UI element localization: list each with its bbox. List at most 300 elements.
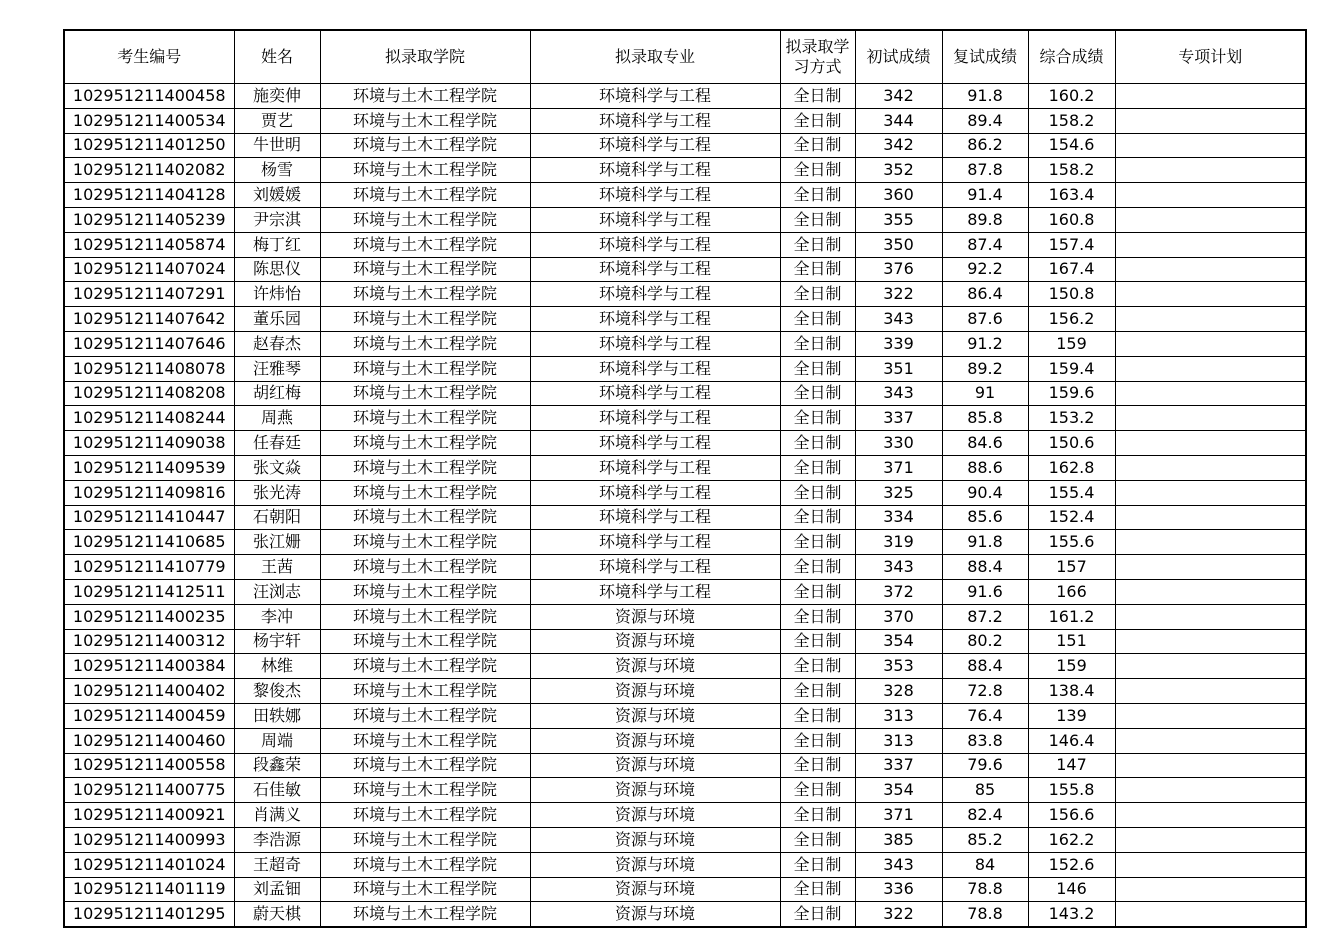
cell-major: 资源与环境 bbox=[530, 778, 780, 803]
cell-name: 贾艺 bbox=[234, 108, 320, 133]
header-cell-total-score: 综合成绩 bbox=[1028, 30, 1115, 84]
table-row bbox=[64, 431, 1306, 456]
cell-name: 董乐园 bbox=[234, 307, 320, 332]
header-cell-name: 姓名 bbox=[234, 30, 320, 84]
cell-college: 环境与土木工程学院 bbox=[320, 827, 530, 852]
cell-exam-id: 102951211401295 bbox=[64, 902, 234, 927]
cell-exam-id: 102951211408208 bbox=[64, 381, 234, 406]
cell-exam-id: 102951211401119 bbox=[64, 877, 234, 902]
cell-name: 林维 bbox=[234, 654, 320, 679]
table-row bbox=[64, 158, 1306, 183]
table-row bbox=[64, 803, 1306, 828]
table-row bbox=[64, 505, 1306, 530]
cell-retest-score: 86.2 bbox=[942, 133, 1028, 158]
cell-study-mode: 全日制 bbox=[780, 728, 855, 753]
cell-retest-score: 89.2 bbox=[942, 356, 1028, 381]
cell-major: 环境科学与工程 bbox=[530, 406, 780, 431]
cell-name: 刘孟钿 bbox=[234, 877, 320, 902]
cell-total-score: 155.8 bbox=[1028, 778, 1115, 803]
table-row bbox=[64, 406, 1306, 431]
cell-exam-id: 102951211400458 bbox=[64, 84, 234, 109]
cell-exam-id: 102951211409038 bbox=[64, 431, 234, 456]
table-row bbox=[64, 480, 1306, 505]
cell-initial-score: 322 bbox=[855, 282, 942, 307]
cell-retest-score: 89.8 bbox=[942, 207, 1028, 232]
cell-exam-id: 102951211407024 bbox=[64, 257, 234, 282]
cell-initial-score: 313 bbox=[855, 728, 942, 753]
cell-initial-score: 351 bbox=[855, 356, 942, 381]
cell-initial-score: 370 bbox=[855, 604, 942, 629]
cell-initial-score: 343 bbox=[855, 307, 942, 332]
table-row bbox=[64, 604, 1306, 629]
cell-total-score: 150.6 bbox=[1028, 431, 1115, 456]
table-row bbox=[64, 356, 1306, 381]
header-cell-major: 拟录取专业 bbox=[530, 30, 780, 84]
cell-exam-id: 102951211412511 bbox=[64, 579, 234, 604]
cell-exam-id: 102951211410447 bbox=[64, 505, 234, 530]
cell-initial-score: 371 bbox=[855, 455, 942, 480]
cell-major: 环境科学与工程 bbox=[530, 232, 780, 257]
cell-study-mode: 全日制 bbox=[780, 827, 855, 852]
cell-total-score: 139 bbox=[1028, 703, 1115, 728]
cell-study-mode: 全日制 bbox=[780, 480, 855, 505]
cell-total-score: 162.2 bbox=[1028, 827, 1115, 852]
table-row bbox=[64, 381, 1306, 406]
cell-study-mode: 全日制 bbox=[780, 778, 855, 803]
cell-initial-score: 376 bbox=[855, 257, 942, 282]
cell-special-plan bbox=[1115, 530, 1306, 555]
cell-exam-id: 102951211404128 bbox=[64, 183, 234, 208]
cell-name: 周端 bbox=[234, 728, 320, 753]
cell-name: 石佳敏 bbox=[234, 778, 320, 803]
cell-special-plan bbox=[1115, 679, 1306, 704]
cell-study-mode: 全日制 bbox=[780, 307, 855, 332]
cell-special-plan bbox=[1115, 257, 1306, 282]
cell-retest-score: 85.8 bbox=[942, 406, 1028, 431]
cell-initial-score: 336 bbox=[855, 877, 942, 902]
table-row bbox=[64, 728, 1306, 753]
table-row bbox=[64, 579, 1306, 604]
cell-exam-id: 102951211400384 bbox=[64, 654, 234, 679]
cell-name: 张文焱 bbox=[234, 455, 320, 480]
cell-name: 梅丁红 bbox=[234, 232, 320, 257]
header-cell-special-plan: 专项计划 bbox=[1115, 30, 1306, 84]
cell-exam-id: 102951211400993 bbox=[64, 827, 234, 852]
cell-initial-score: 360 bbox=[855, 183, 942, 208]
table-row bbox=[64, 108, 1306, 133]
cell-college: 环境与土木工程学院 bbox=[320, 257, 530, 282]
table-row bbox=[64, 852, 1306, 877]
cell-name: 杨宇轩 bbox=[234, 629, 320, 654]
cell-exam-id: 102951211410685 bbox=[64, 530, 234, 555]
cell-name: 李冲 bbox=[234, 604, 320, 629]
cell-college: 环境与土木工程学院 bbox=[320, 108, 530, 133]
cell-college: 环境与土木工程学院 bbox=[320, 183, 530, 208]
cell-initial-score: 330 bbox=[855, 431, 942, 456]
cell-college: 环境与土木工程学院 bbox=[320, 406, 530, 431]
cell-retest-score: 86.4 bbox=[942, 282, 1028, 307]
cell-study-mode: 全日制 bbox=[780, 877, 855, 902]
cell-retest-score: 72.8 bbox=[942, 679, 1028, 704]
cell-initial-score: 313 bbox=[855, 703, 942, 728]
cell-total-score: 156.2 bbox=[1028, 307, 1115, 332]
cell-college: 环境与土木工程学院 bbox=[320, 728, 530, 753]
header-cell-study-mode: 拟录取学习方式 bbox=[780, 30, 855, 84]
cell-special-plan bbox=[1115, 232, 1306, 257]
cell-special-plan bbox=[1115, 654, 1306, 679]
cell-study-mode: 全日制 bbox=[780, 207, 855, 232]
cell-initial-score: 350 bbox=[855, 232, 942, 257]
cell-major: 环境科学与工程 bbox=[530, 257, 780, 282]
cell-special-plan bbox=[1115, 356, 1306, 381]
cell-retest-score: 90.4 bbox=[942, 480, 1028, 505]
cell-college: 环境与土木工程学院 bbox=[320, 679, 530, 704]
table-row bbox=[64, 183, 1306, 208]
cell-exam-id: 102951211407642 bbox=[64, 307, 234, 332]
cell-college: 环境与土木工程学院 bbox=[320, 703, 530, 728]
cell-study-mode: 全日制 bbox=[780, 555, 855, 580]
cell-retest-score: 82.4 bbox=[942, 803, 1028, 828]
cell-total-score: 158.2 bbox=[1028, 108, 1115, 133]
cell-special-plan bbox=[1115, 778, 1306, 803]
cell-retest-score: 91.8 bbox=[942, 530, 1028, 555]
cell-special-plan bbox=[1115, 753, 1306, 778]
cell-study-mode: 全日制 bbox=[780, 108, 855, 133]
cell-retest-score: 87.6 bbox=[942, 307, 1028, 332]
cell-study-mode: 全日制 bbox=[780, 579, 855, 604]
cell-retest-score: 87.8 bbox=[942, 158, 1028, 183]
cell-major: 环境科学与工程 bbox=[530, 84, 780, 109]
cell-name: 蔚天棋 bbox=[234, 902, 320, 927]
cell-study-mode: 全日制 bbox=[780, 431, 855, 456]
cell-total-score: 159.6 bbox=[1028, 381, 1115, 406]
cell-total-score: 160.8 bbox=[1028, 207, 1115, 232]
cell-total-score: 153.2 bbox=[1028, 406, 1115, 431]
cell-exam-id: 102951211400534 bbox=[64, 108, 234, 133]
cell-major: 环境科学与工程 bbox=[530, 307, 780, 332]
cell-name: 汪雅琴 bbox=[234, 356, 320, 381]
cell-total-score: 146 bbox=[1028, 877, 1115, 902]
cell-total-score: 151 bbox=[1028, 629, 1115, 654]
cell-exam-id: 102951211410779 bbox=[64, 555, 234, 580]
cell-college: 环境与土木工程学院 bbox=[320, 778, 530, 803]
cell-study-mode: 全日制 bbox=[780, 282, 855, 307]
cell-retest-score: 91.6 bbox=[942, 579, 1028, 604]
cell-total-score: 159.4 bbox=[1028, 356, 1115, 381]
cell-special-plan bbox=[1115, 480, 1306, 505]
cell-college: 环境与土木工程学院 bbox=[320, 803, 530, 828]
cell-initial-score: 334 bbox=[855, 505, 942, 530]
cell-study-mode: 全日制 bbox=[780, 331, 855, 356]
cell-special-plan bbox=[1115, 381, 1306, 406]
cell-exam-id: 102951211401250 bbox=[64, 133, 234, 158]
cell-special-plan bbox=[1115, 282, 1306, 307]
cell-major: 资源与环境 bbox=[530, 902, 780, 927]
cell-retest-score: 89.4 bbox=[942, 108, 1028, 133]
table-row bbox=[64, 84, 1306, 109]
cell-initial-score: 344 bbox=[855, 108, 942, 133]
cell-college: 环境与土木工程学院 bbox=[320, 158, 530, 183]
cell-exam-id: 102951211409816 bbox=[64, 480, 234, 505]
cell-major: 资源与环境 bbox=[530, 679, 780, 704]
cell-initial-score: 343 bbox=[855, 381, 942, 406]
cell-special-plan bbox=[1115, 158, 1306, 183]
cell-study-mode: 全日制 bbox=[780, 406, 855, 431]
cell-college: 环境与土木工程学院 bbox=[320, 555, 530, 580]
table-row bbox=[64, 207, 1306, 232]
cell-college: 环境与土木工程学院 bbox=[320, 579, 530, 604]
cell-special-plan bbox=[1115, 728, 1306, 753]
table-row bbox=[64, 530, 1306, 555]
table-row bbox=[64, 753, 1306, 778]
cell-total-score: 147 bbox=[1028, 753, 1115, 778]
cell-study-mode: 全日制 bbox=[780, 356, 855, 381]
cell-initial-score: 339 bbox=[855, 331, 942, 356]
cell-exam-id: 102951211402082 bbox=[64, 158, 234, 183]
cell-initial-score: 371 bbox=[855, 803, 942, 828]
cell-retest-score: 92.2 bbox=[942, 257, 1028, 282]
cell-initial-score: 385 bbox=[855, 827, 942, 852]
cell-study-mode: 全日制 bbox=[780, 84, 855, 109]
cell-name: 王超奇 bbox=[234, 852, 320, 877]
cell-major: 环境科学与工程 bbox=[530, 133, 780, 158]
cell-name: 尹宗淇 bbox=[234, 207, 320, 232]
cell-college: 环境与土木工程学院 bbox=[320, 654, 530, 679]
cell-total-score: 146.4 bbox=[1028, 728, 1115, 753]
cell-initial-score: 325 bbox=[855, 480, 942, 505]
cell-study-mode: 全日制 bbox=[780, 629, 855, 654]
cell-retest-score: 83.8 bbox=[942, 728, 1028, 753]
cell-special-plan bbox=[1115, 629, 1306, 654]
cell-initial-score: 352 bbox=[855, 158, 942, 183]
cell-study-mode: 全日制 bbox=[780, 257, 855, 282]
cell-total-score: 167.4 bbox=[1028, 257, 1115, 282]
cell-study-mode: 全日制 bbox=[780, 679, 855, 704]
cell-study-mode: 全日制 bbox=[780, 753, 855, 778]
cell-name: 田轶娜 bbox=[234, 703, 320, 728]
cell-name: 胡红梅 bbox=[234, 381, 320, 406]
table-row bbox=[64, 629, 1306, 654]
cell-college: 环境与土木工程学院 bbox=[320, 629, 530, 654]
cell-major: 资源与环境 bbox=[530, 728, 780, 753]
cell-major: 资源与环境 bbox=[530, 753, 780, 778]
cell-major: 环境科学与工程 bbox=[530, 431, 780, 456]
cell-initial-score: 355 bbox=[855, 207, 942, 232]
cell-special-plan bbox=[1115, 406, 1306, 431]
cell-major: 环境科学与工程 bbox=[530, 183, 780, 208]
header-cell-retest-score: 复试成绩 bbox=[942, 30, 1028, 84]
cell-major: 环境科学与工程 bbox=[530, 331, 780, 356]
cell-initial-score: 354 bbox=[855, 629, 942, 654]
cell-college: 环境与土木工程学院 bbox=[320, 852, 530, 877]
cell-major: 环境科学与工程 bbox=[530, 480, 780, 505]
cell-study-mode: 全日制 bbox=[780, 654, 855, 679]
cell-exam-id: 102951211400921 bbox=[64, 803, 234, 828]
table-row bbox=[64, 778, 1306, 803]
cell-college: 环境与土木工程学院 bbox=[320, 356, 530, 381]
cell-total-score: 155.6 bbox=[1028, 530, 1115, 555]
cell-initial-score: 342 bbox=[855, 133, 942, 158]
cell-initial-score: 343 bbox=[855, 555, 942, 580]
table-row bbox=[64, 703, 1306, 728]
cell-study-mode: 全日制 bbox=[780, 505, 855, 530]
cell-college: 环境与土木工程学院 bbox=[320, 902, 530, 927]
table-row bbox=[64, 654, 1306, 679]
cell-college: 环境与土木工程学院 bbox=[320, 84, 530, 109]
cell-special-plan bbox=[1115, 455, 1306, 480]
cell-retest-score: 87.4 bbox=[942, 232, 1028, 257]
cell-retest-score: 88.4 bbox=[942, 654, 1028, 679]
table-row bbox=[64, 232, 1306, 257]
table-row bbox=[64, 902, 1306, 927]
cell-initial-score: 353 bbox=[855, 654, 942, 679]
cell-major: 环境科学与工程 bbox=[530, 282, 780, 307]
cell-special-plan bbox=[1115, 108, 1306, 133]
cell-major: 资源与环境 bbox=[530, 654, 780, 679]
cell-total-score: 143.2 bbox=[1028, 902, 1115, 927]
cell-initial-score: 372 bbox=[855, 579, 942, 604]
cell-special-plan bbox=[1115, 604, 1306, 629]
cell-retest-score: 76.4 bbox=[942, 703, 1028, 728]
cell-name: 赵春杰 bbox=[234, 331, 320, 356]
table-row bbox=[64, 257, 1306, 282]
cell-special-plan bbox=[1115, 505, 1306, 530]
cell-total-score: 162.8 bbox=[1028, 455, 1115, 480]
cell-total-score: 150.8 bbox=[1028, 282, 1115, 307]
cell-college: 环境与土木工程学院 bbox=[320, 381, 530, 406]
cell-major: 环境科学与工程 bbox=[530, 579, 780, 604]
table-body bbox=[64, 84, 1306, 928]
cell-name: 张光涛 bbox=[234, 480, 320, 505]
cell-major: 环境科学与工程 bbox=[530, 108, 780, 133]
table-row bbox=[64, 827, 1306, 852]
cell-major: 环境科学与工程 bbox=[530, 356, 780, 381]
cell-exam-id: 102951211400312 bbox=[64, 629, 234, 654]
cell-college: 环境与土木工程学院 bbox=[320, 877, 530, 902]
cell-major: 资源与环境 bbox=[530, 803, 780, 828]
cell-study-mode: 全日制 bbox=[780, 232, 855, 257]
cell-exam-id: 102951211407291 bbox=[64, 282, 234, 307]
cell-major: 资源与环境 bbox=[530, 604, 780, 629]
cell-initial-score: 328 bbox=[855, 679, 942, 704]
cell-exam-id: 102951211400402 bbox=[64, 679, 234, 704]
cell-special-plan bbox=[1115, 803, 1306, 828]
cell-retest-score: 84 bbox=[942, 852, 1028, 877]
cell-name: 王茜 bbox=[234, 555, 320, 580]
table-row bbox=[64, 555, 1306, 580]
cell-college: 环境与土木工程学院 bbox=[320, 753, 530, 778]
table-row bbox=[64, 455, 1306, 480]
header-cell-college: 拟录取学院 bbox=[320, 30, 530, 84]
cell-special-plan bbox=[1115, 555, 1306, 580]
cell-name: 牛世明 bbox=[234, 133, 320, 158]
cell-initial-score: 343 bbox=[855, 852, 942, 877]
cell-retest-score: 85.6 bbox=[942, 505, 1028, 530]
cell-study-mode: 全日制 bbox=[780, 381, 855, 406]
cell-college: 环境与土木工程学院 bbox=[320, 530, 530, 555]
cell-total-score: 158.2 bbox=[1028, 158, 1115, 183]
cell-total-score: 152.4 bbox=[1028, 505, 1115, 530]
cell-total-score: 166 bbox=[1028, 579, 1115, 604]
cell-retest-score: 91 bbox=[942, 381, 1028, 406]
cell-total-score: 154.6 bbox=[1028, 133, 1115, 158]
cell-initial-score: 319 bbox=[855, 530, 942, 555]
cell-study-mode: 全日制 bbox=[780, 158, 855, 183]
cell-college: 环境与土木工程学院 bbox=[320, 282, 530, 307]
cell-college: 环境与土木工程学院 bbox=[320, 133, 530, 158]
cell-retest-score: 88.6 bbox=[942, 455, 1028, 480]
cell-name: 任春廷 bbox=[234, 431, 320, 456]
cell-total-score: 156.6 bbox=[1028, 803, 1115, 828]
cell-special-plan bbox=[1115, 579, 1306, 604]
cell-total-score: 161.2 bbox=[1028, 604, 1115, 629]
cell-major: 环境科学与工程 bbox=[530, 505, 780, 530]
table-row bbox=[64, 133, 1306, 158]
cell-major: 环境科学与工程 bbox=[530, 381, 780, 406]
cell-special-plan bbox=[1115, 431, 1306, 456]
cell-major: 资源与环境 bbox=[530, 629, 780, 654]
cell-major: 环境科学与工程 bbox=[530, 207, 780, 232]
cell-major: 环境科学与工程 bbox=[530, 158, 780, 183]
cell-total-score: 138.4 bbox=[1028, 679, 1115, 704]
cell-retest-score: 78.8 bbox=[942, 877, 1028, 902]
cell-initial-score: 354 bbox=[855, 778, 942, 803]
cell-name: 石朝阳 bbox=[234, 505, 320, 530]
cell-retest-score: 85.2 bbox=[942, 827, 1028, 852]
cell-exam-id: 102951211407646 bbox=[64, 331, 234, 356]
cell-college: 环境与土木工程学院 bbox=[320, 207, 530, 232]
cell-total-score: 157 bbox=[1028, 555, 1115, 580]
table-row bbox=[64, 679, 1306, 704]
cell-retest-score: 87.2 bbox=[942, 604, 1028, 629]
cell-exam-id: 102951211409539 bbox=[64, 455, 234, 480]
header-cell-exam-id: 考生编号 bbox=[64, 30, 234, 84]
cell-total-score: 155.4 bbox=[1028, 480, 1115, 505]
cell-special-plan bbox=[1115, 183, 1306, 208]
cell-name: 刘媛媛 bbox=[234, 183, 320, 208]
cell-study-mode: 全日制 bbox=[780, 183, 855, 208]
cell-college: 环境与土木工程学院 bbox=[320, 431, 530, 456]
cell-initial-score: 322 bbox=[855, 902, 942, 927]
cell-exam-id: 102951211400775 bbox=[64, 778, 234, 803]
cell-special-plan bbox=[1115, 877, 1306, 902]
cell-major: 资源与环境 bbox=[530, 703, 780, 728]
cell-exam-id: 102951211400558 bbox=[64, 753, 234, 778]
cell-major: 资源与环境 bbox=[530, 852, 780, 877]
admission-table bbox=[63, 29, 1307, 928]
cell-exam-id: 102951211400459 bbox=[64, 703, 234, 728]
cell-name: 汪浏志 bbox=[234, 579, 320, 604]
cell-retest-score: 80.2 bbox=[942, 629, 1028, 654]
cell-special-plan bbox=[1115, 852, 1306, 877]
cell-total-score: 157.4 bbox=[1028, 232, 1115, 257]
cell-major: 环境科学与工程 bbox=[530, 555, 780, 580]
cell-name: 肖满义 bbox=[234, 803, 320, 828]
cell-special-plan bbox=[1115, 703, 1306, 728]
cell-retest-score: 88.4 bbox=[942, 555, 1028, 580]
cell-total-score: 159 bbox=[1028, 331, 1115, 356]
cell-study-mode: 全日制 bbox=[780, 902, 855, 927]
cell-name: 周燕 bbox=[234, 406, 320, 431]
cell-study-mode: 全日制 bbox=[780, 133, 855, 158]
cell-exam-id: 102951211400235 bbox=[64, 604, 234, 629]
cell-name: 许炜怡 bbox=[234, 282, 320, 307]
cell-initial-score: 337 bbox=[855, 753, 942, 778]
table-row bbox=[64, 307, 1306, 332]
cell-retest-score: 91.2 bbox=[942, 331, 1028, 356]
cell-total-score: 160.2 bbox=[1028, 84, 1115, 109]
cell-initial-score: 342 bbox=[855, 84, 942, 109]
